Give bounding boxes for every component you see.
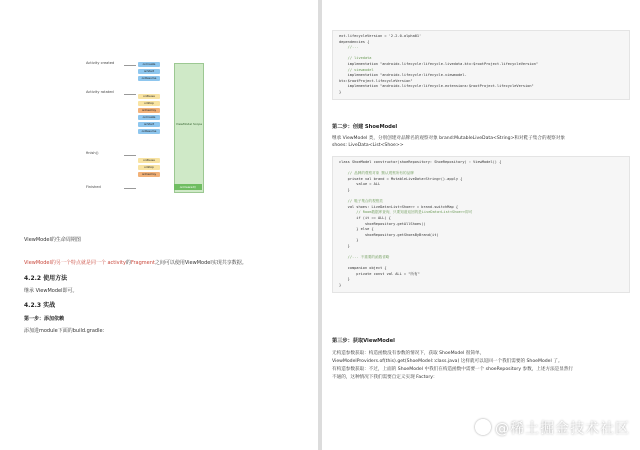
- paragraph: shoes: LiveData<List<Shoe>>: [332, 143, 404, 148]
- activity-state-label: Activity rotated: [86, 90, 114, 94]
- section-heading: 4.2.2 使用方法: [24, 275, 68, 282]
- paragraph: 继承 ViewModel即可。: [24, 288, 78, 294]
- lifecycle-callback: onResume: [138, 76, 160, 81]
- code-line: // Room数据库查询，只要知道返回的是LiveData<List<Shoe>>即可: [339, 210, 473, 215]
- code-line: dependencies {: [339, 39, 370, 44]
- code-line: //... 不重要的函数省略: [339, 255, 390, 260]
- diagram-arrow: [124, 65, 136, 66]
- step-heading: 第一步：添加依赖: [24, 316, 65, 322]
- viewmodel-scope-bar: [174, 63, 204, 193]
- paragraph: 无构造参数获取：构造函数没有参数的情况下，获取 ShoeModel 很简单，: [332, 351, 485, 356]
- code-line: // 鞋子集合的观察类: [339, 199, 383, 204]
- lifecycle-callback: onResume: [138, 129, 160, 134]
- left-page: [0, 0, 318, 450]
- code-line: //...: [339, 45, 359, 50]
- lifecycle-callback: onStop: [138, 101, 160, 106]
- activity-state-label: finish(): [86, 151, 99, 155]
- code-line: // viewmodel: [339, 67, 374, 72]
- paragraph: ViewModelProviders.of(this).get(ShoeModel::class.java) 这样就可以返回一个我们需要的 ShoeModel 了。: [332, 359, 563, 364]
- code-line: shoeRepository.getAllShoes(): [339, 221, 426, 226]
- viewmodel-scope-label: ViewModel Scope: [175, 122, 203, 126]
- lifecycle-diagram: [86, 57, 218, 197]
- paragraph: 不通的，这种情况下我们需要自定义实现 Factory：: [332, 375, 438, 380]
- inline-code: activity: [107, 260, 126, 266]
- watermark-text: @稀土掘金技术社区: [495, 421, 630, 437]
- code-line: implementation "androidx.lifecycle:lifecycle-livedata-ktx:$rootProject.lifecycleVersion": [339, 61, 539, 66]
- code-line: }: [339, 277, 350, 282]
- text: 的: [125, 260, 131, 266]
- activity-state-label: Finished: [86, 185, 101, 189]
- lifecycle-callback: onPause: [138, 158, 160, 163]
- code-line: // 品牌的观察对象 默认观察所有的品牌: [339, 171, 414, 176]
- lifecycle-callback: onDestroy: [138, 172, 160, 177]
- lifecycle-callback: onCreate: [138, 62, 160, 67]
- juejin-logo-icon: [475, 419, 491, 435]
- lifecycle-callback: onStart: [138, 69, 160, 74]
- lifecycle-callback: onStart: [138, 122, 160, 127]
- code-line: ext.lifecycleVersion = '2.2.0-alpha01': [339, 34, 422, 38]
- section-heading: 4.2.3 实战: [24, 302, 56, 309]
- code-line: }: [339, 89, 342, 94]
- text: 之间可以使用ViewModel实现共享数据。: [154, 260, 247, 266]
- paragraph: 继承 ViewModel 类，分别创建对品牌名的观察对象 brand:MutableLiveData<String>和对鞋子集合的观察对象: [332, 136, 565, 141]
- right-page: [322, 0, 640, 450]
- paragraph: [24, 259, 247, 266]
- paragraph: 添加进module下面的build.gradle：: [24, 328, 108, 334]
- viewmodel-cleared-label: onCleared(): [174, 184, 202, 190]
- watermark: [475, 418, 630, 438]
- step-heading: 第三步：获取ViewModel: [332, 338, 395, 344]
- code-line: shoeRepository.getShoesByBrand(it): [339, 232, 439, 237]
- inline-code: ViewModel的另一个特点就是同一个: [24, 260, 106, 266]
- inline-code: Fragment: [130, 260, 155, 266]
- code-line: if (it == ALL) {: [339, 215, 391, 220]
- figure-caption: ViewModel的生命周期图: [24, 237, 81, 243]
- code-line: }: [339, 187, 350, 192]
- code-line: }: [339, 238, 359, 243]
- code-line: implementation "androidx.lifecycle:lifecycle-viewmodel-: [339, 73, 467, 78]
- activity-state-label: Activity created: [86, 61, 115, 65]
- diagram-arrow: [124, 94, 136, 95]
- code-line: }: [339, 283, 342, 288]
- code-line: }: [339, 243, 350, 248]
- code-line: implementation "androidx.lifecycle:lifecycle-extensions:$rootProject.lifecycleVersion": [339, 84, 534, 89]
- lifecycle-callback: onDestroy: [138, 108, 160, 113]
- diagram-arrow: [124, 188, 136, 189]
- code-line: ktx:$rootProject.lifecycleVersion": [339, 78, 413, 83]
- paragraph: 有构造参数获取：不过，上面的 ShoeModel 中我们在构造函数中需要一个 shoeRepository 参数，上述方法是显然行: [332, 367, 574, 372]
- code-block-dependencies: [332, 30, 630, 100]
- code-line: private const val ALL = "所有": [339, 271, 420, 276]
- diagram-arrow: [124, 155, 136, 156]
- step-heading: 第二步：创建 ShoeModel: [332, 124, 398, 130]
- code-line: class ShoeModel constructor(shoeRepository: ShoeRepository) : ViewModel() {: [339, 160, 502, 164]
- code-block-shoemodel: [332, 156, 630, 293]
- lifecycle-callback: onStop: [138, 165, 160, 170]
- lifecycle-callback: onPause: [138, 94, 160, 99]
- code-line: private val brand = MutableLiveData<String>().apply {: [339, 176, 463, 181]
- code-line: // livedata: [339, 56, 372, 61]
- code-line: } else {: [339, 227, 374, 232]
- lifecycle-callback: onCreate: [138, 115, 160, 120]
- code-line: value = ALL: [339, 182, 381, 187]
- code-line: val shoes: LiveData<List<Shoe>> = brand.switchMap {: [339, 204, 458, 209]
- code-line: companion object {: [339, 266, 387, 271]
